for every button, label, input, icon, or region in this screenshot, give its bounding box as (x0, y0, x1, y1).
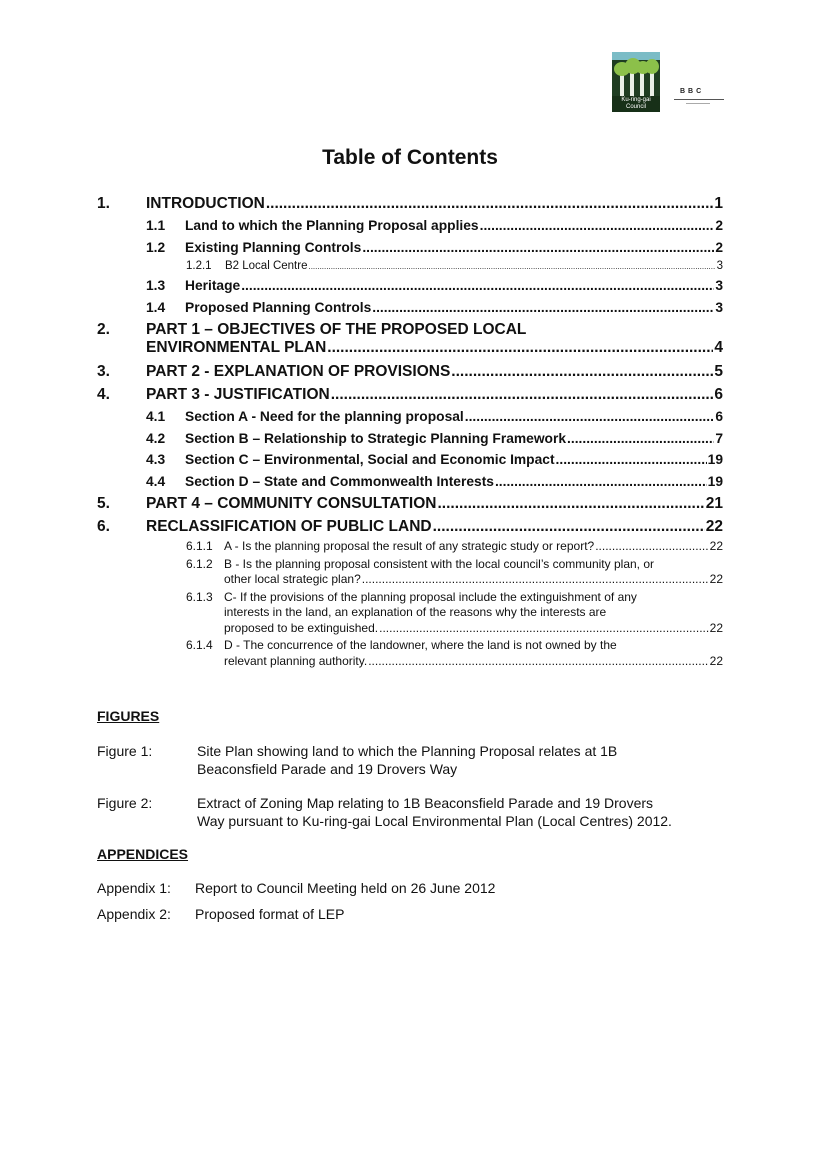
toc-label: Proposed Planning Controls (185, 299, 372, 315)
figure-2-label: Figure 2: (97, 795, 153, 811)
toc-label: B2 Local Centre (225, 260, 308, 272)
toc-entry-section-a[interactable] (97, 406, 723, 428)
toc-page: 19 (707, 473, 723, 489)
toc-page: 22 (709, 539, 723, 553)
toc-page: 1 (714, 195, 723, 212)
toc-page: 3 (715, 278, 723, 293)
toc-label: PART 2 - EXPLANATION OF PROVISIONS (146, 363, 451, 380)
toc-label: A - Is the planning proposal the result of any strategic study or report? (224, 539, 595, 553)
toc-number: 4.3 (146, 452, 166, 467)
appendix-1-entry (97, 879, 723, 897)
figure-1-label: Figure 1: (97, 743, 153, 759)
figure-1-caption-line2: Beaconsfield Parade and 19 Drovers Way (197, 761, 458, 777)
toc-number: 1.1 (146, 218, 166, 233)
figure-1-caption-line1: Site Plan showing land to which the Planning Proposal relates at 1B (197, 743, 618, 759)
toc-number: 3. (97, 363, 110, 380)
toc-number: 1.2 (146, 239, 166, 255)
toc-label: INTRODUCTION (146, 195, 265, 212)
appendix-1-text: Report to Council Meeting held on 26 June 2012 (195, 880, 496, 896)
toc-entry-6-1-4[interactable] (97, 638, 723, 669)
toc-number: 1. (97, 195, 110, 212)
council-logo-text: Ku-ring-gai Council (621, 97, 651, 110)
toc-page: 19 (707, 452, 723, 467)
header-logos (612, 52, 724, 114)
toc-entry-6-1-2[interactable] (97, 557, 723, 588)
table-of-contents (97, 192, 723, 671)
toc-page: 22 (705, 518, 723, 535)
figure-2-caption-line2: Way pursuant to Ku-ring-gai Local Environmental Plan (Local Centres) 2012. (197, 813, 672, 829)
toc-label-line1: PART 1 – OBJECTIVES OF THE PROPOSED LOCAL (146, 321, 527, 338)
toc-entry-explanation[interactable] (97, 360, 723, 383)
toc-number: 6.1.2 (186, 556, 213, 571)
toc-number: 6.1.4 (186, 638, 213, 652)
toc-entry-heritage[interactable] (97, 275, 723, 297)
toc-number: 4.1 (146, 409, 166, 424)
toc-page: 21 (705, 495, 723, 512)
toc-entry-b2-local-centre[interactable] (97, 258, 723, 275)
toc-number: 1.3 (146, 278, 166, 293)
toc-number: 4. (97, 386, 110, 403)
toc-label: PART 3 - JUSTIFICATION (146, 386, 330, 403)
toc-entry-6-1-1[interactable] (97, 539, 723, 555)
appendices-heading: APPENDICES (97, 846, 189, 862)
toc-entry-section-c[interactable] (97, 449, 723, 471)
toc-label-line2: other local strategic plan? (224, 572, 361, 586)
appendix-2-text: Proposed format of LEP (195, 906, 345, 922)
toc-page: 3 (716, 260, 723, 272)
toc-page: 4 (714, 339, 723, 356)
toc-label: Section A - Need for the planning proposal (185, 409, 464, 424)
figure-1-entry (97, 742, 723, 778)
ku-ring-gai-council-logo (612, 52, 660, 112)
toc-label: Section D – State and Commonwealth Interests (185, 473, 494, 489)
toc-entry-section-d[interactable] (97, 471, 723, 493)
figure-2-caption-line1: Extract of Zoning Map relating to 1B Beaconsfield Parade and 19 Drovers (197, 795, 654, 811)
figures-section (97, 708, 723, 724)
toc-page: 22 (709, 572, 723, 586)
toc-entry-existing-controls[interactable] (97, 237, 723, 259)
toc-label-line1: B - Is the planning proposal consistent with the local council’s community plan, or (224, 556, 655, 571)
toc-label-line2: interests in the land, an explanation of the reasons why the interests are (224, 605, 607, 619)
toc-number: 6.1.3 (186, 589, 213, 604)
toc-page: 6 (715, 409, 723, 424)
toc-page: 22 (709, 653, 723, 668)
appendix-2-label: Appendix 2: (97, 906, 171, 922)
toc-page: 7 (715, 430, 723, 446)
toc-entry-6-1-3[interactable] (97, 590, 723, 637)
toc-entry-introduction[interactable] (97, 192, 723, 215)
toc-entry-proposed-controls[interactable] (97, 297, 723, 319)
toc-entry-reclassification[interactable] (97, 515, 723, 538)
toc-label-line1: D - The concurrence of the landowner, where the land is not owned by the (224, 638, 617, 652)
toc-number: 6. (97, 518, 110, 535)
appendices-section (97, 846, 723, 862)
toc-number: 6.1.1 (186, 539, 213, 553)
toc-page: 3 (715, 299, 723, 315)
toc-label-line2: relevant planning authority. (224, 653, 368, 668)
toc-entry-community-consultation[interactable] (97, 492, 723, 515)
page-title: Table of Contents (322, 146, 498, 169)
toc-entry-justification[interactable] (97, 383, 723, 406)
appendix-2-entry (97, 905, 723, 923)
toc-page: 2 (715, 218, 723, 233)
toc-label: Heritage (185, 278, 241, 293)
appendix-1-label: Appendix 1: (97, 880, 171, 896)
bbc-logo-text: BBC (680, 88, 705, 95)
toc-number: 4.2 (146, 430, 166, 446)
toc-number: 4.4 (146, 473, 166, 489)
toc-page: 6 (714, 386, 723, 403)
toc-label-line2: ENVIRONMENTAL PLAN (146, 339, 327, 356)
toc-label: RECLASSIFICATION OF PUBLIC LAND (146, 518, 432, 535)
bbc-logo (674, 88, 724, 112)
toc-number: 1.2.1 (186, 260, 212, 272)
figures-heading: FIGURES (97, 708, 160, 724)
toc-number: 1.4 (146, 299, 166, 315)
toc-number: 2. (97, 321, 110, 338)
toc-label: Section B – Relationship to Strategic Planning Framework (185, 430, 567, 446)
toc-entry-section-b[interactable] (97, 428, 723, 450)
toc-label: Land to which the Planning Proposal applies (185, 218, 479, 233)
toc-label: Existing Planning Controls (185, 239, 362, 255)
toc-entry-objectives[interactable] (97, 321, 723, 357)
toc-page: 5 (714, 363, 723, 380)
toc-label: Section C – Environmental, Social and Economic Impact (185, 452, 555, 467)
toc-page: 2 (715, 239, 723, 255)
toc-label: PART 4 – COMMUNITY CONSULTATION (146, 495, 437, 512)
figure-2-entry (97, 794, 723, 830)
toc-label-line3: proposed to be extinguished. (224, 620, 379, 635)
toc-number: 5. (97, 495, 110, 512)
toc-label-line1: C- If the provisions of the planning proposal include the extinguishment of any (224, 589, 637, 604)
toc-entry-land[interactable] (97, 215, 723, 237)
toc-page: 22 (709, 620, 723, 635)
